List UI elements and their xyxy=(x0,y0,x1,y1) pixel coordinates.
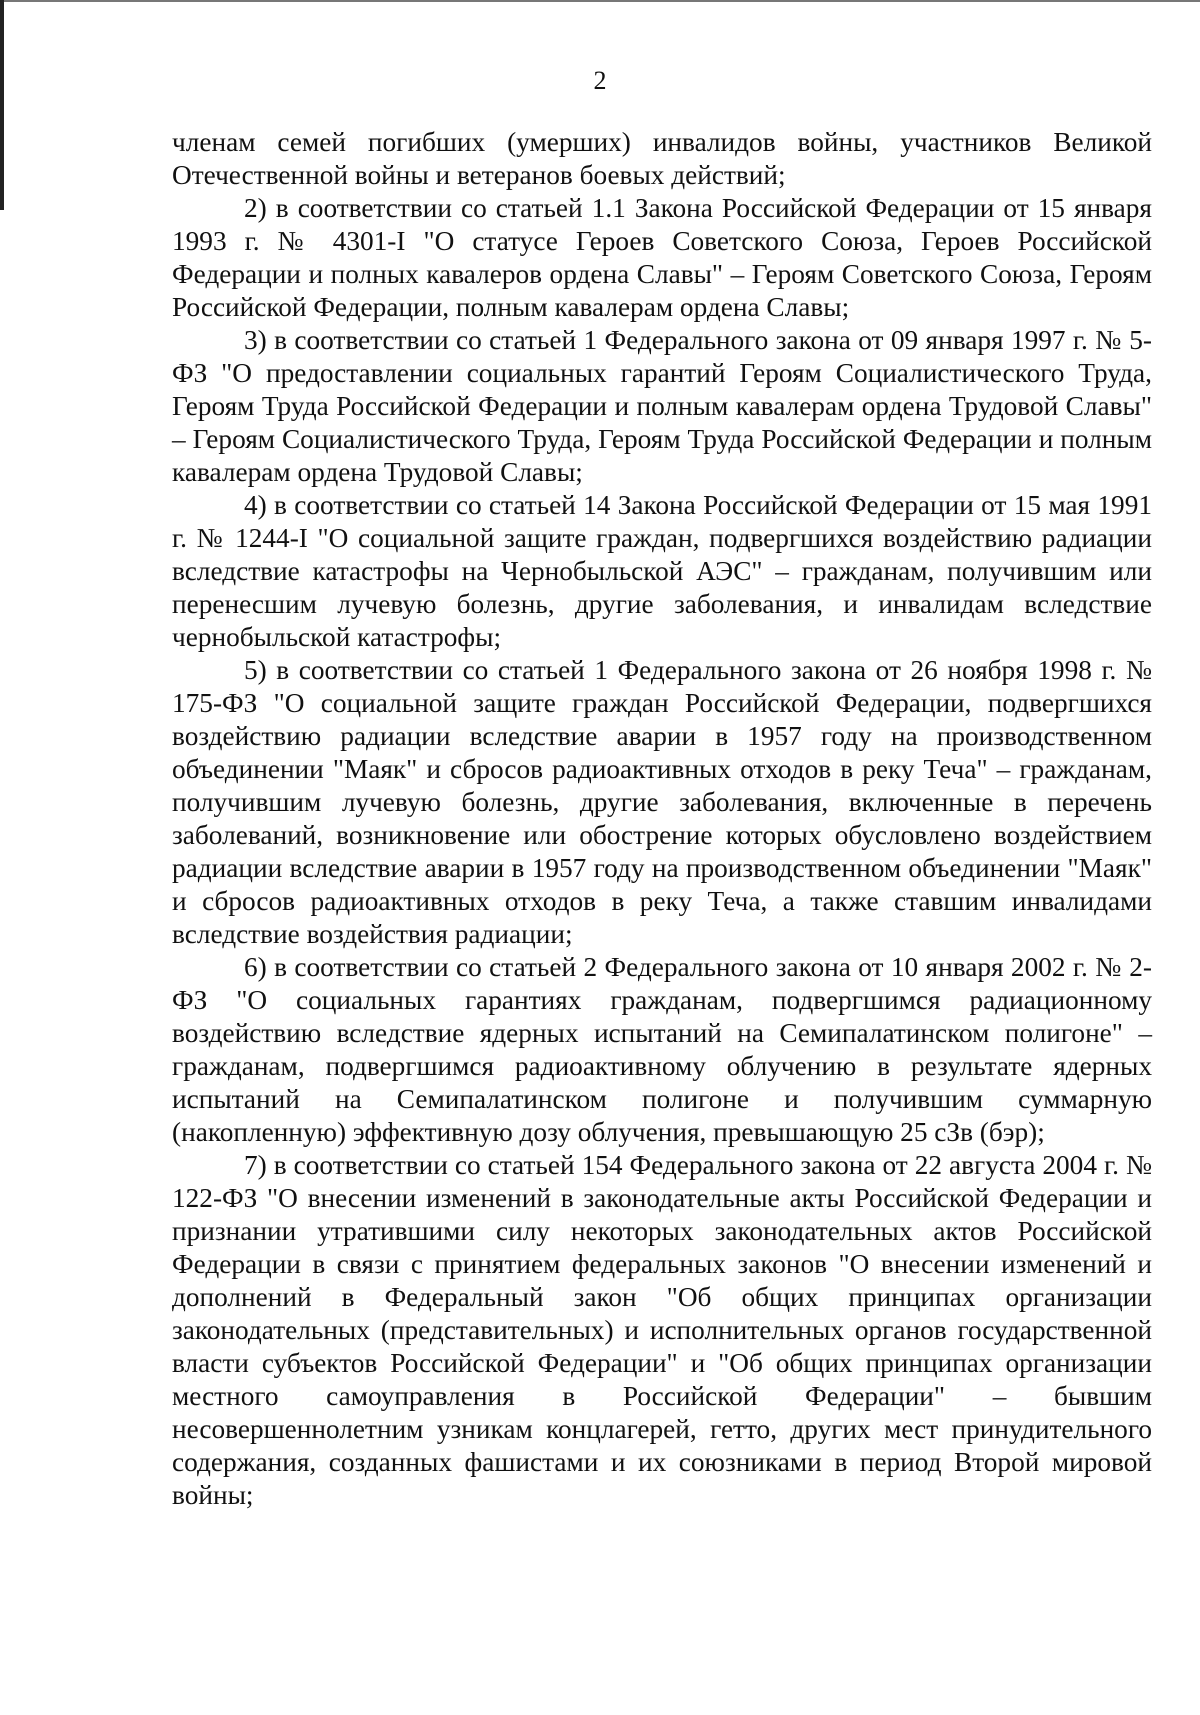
paragraph-continuation: членам семей погибших (умерших) инвалидов войны, участников Великой Отечественной войны и ветеранов боевых действий; xyxy=(172,127,1152,190)
page-number: 2 xyxy=(593,66,607,95)
paragraph-item-6: 6) в соответствии со статьей 2 Федерального закона от 10 января 2002 г. № 2-ФЗ "О социальных гарантиях гражданам, подвергшимся радиационному воздействию вследствие ядерных испытаний на Семипалатинском полигоне" – гражданам, подвергшимся радиоактивному облучению в результате ядерных испытаний на Семипалатинском полигоне и получившим суммарную (накопленную) эффективную дозу облучения, превышающую 25 сЗв (бэр); xyxy=(172,952,1152,1147)
paragraph-item-2: 2) в соответствии со статьей 1.1 Закона Российской Федерации от 15 января 1993 г. № 4301-I "О статусе Героев Советского Союза, Героев Российской Федерации и полных кавалеров ордена Славы" – Героям Советского Союза, Героям Российской Федерации, полным кавалерам ордена Славы; xyxy=(172,193,1152,322)
scan-edge-left xyxy=(0,0,4,210)
paragraph-item-5: 5) в соответствии со статьей 1 Федерального закона от 26 ноября 1998 г. № 175-ФЗ "О социальной защите граждан Российской Федерации, подвергшихся воздействию радиации вследствие аварии в 1957 году на производственном объединении "Маяк" и сбросов радиоактивных отходов в реку Теча" – гражданам, получившим лучевую болезнь, другие заболевания, включенные в перечень заболеваний, возникновение или обострение которых обусловлено воздействием радиации вследствие аварии в 1957 году на производственном объединении "Маяк" и сбросов радиоактивных отходов в реку Теча, а также ставшим инвалидами вследствие воздействия радиации; xyxy=(172,655,1152,949)
paragraph-item-3: 3) в соответствии со статьей 1 Федерального закона от 09 января 1997 г. № 5-ФЗ "О предоставлении социальных гарантий Героям Социалистического Труда, Героям Труда Российской Федерации и полным кавалерам ордена Трудовой Славы" – Героям Социалистического Труда, Героям Труда Российской Федерации и полным кавалерам ордена Трудовой Славы; xyxy=(172,325,1152,487)
paragraph-item-4: 4) в соответствии со статьей 14 Закона Российской Федерации от 15 мая 1991 г. № 1244-I "О социальной защите граждан, подвергшихся воздействию радиации вследствие катастрофы на Чернобыльской АЭС" – гражданам, получившим или перенесшим лучевую болезнь, другие заболевания, и инвалидам вследствие чернобыльской катастрофы; xyxy=(172,490,1152,652)
scan-edge-top xyxy=(0,0,1200,2)
document-body xyxy=(172,126,1152,1512)
paragraph-item-7: 7) в соответствии со статьей 154 Федерального закона от 22 августа 2004 г. № 122-ФЗ "О внесении изменений в законодательные акты Российской Федерации и признании утратившими силу некоторых законодательных актов Российской Федерации в связи с принятием федеральных законов "О внесении изменений и дополнений в Федеральный закон "Об общих принципах организации законодательных (представительных) и исполнительных органов государственной власти субъектов Российской Федерации" и "Об общих принципах организации местного самоуправления в Российской Федерации" – бывшим несовершеннолетним узникам концлагерей, гетто, других мест принудительного содержания, созданных фашистами и их союзниками в период Второй мировой войны; xyxy=(172,1150,1152,1510)
